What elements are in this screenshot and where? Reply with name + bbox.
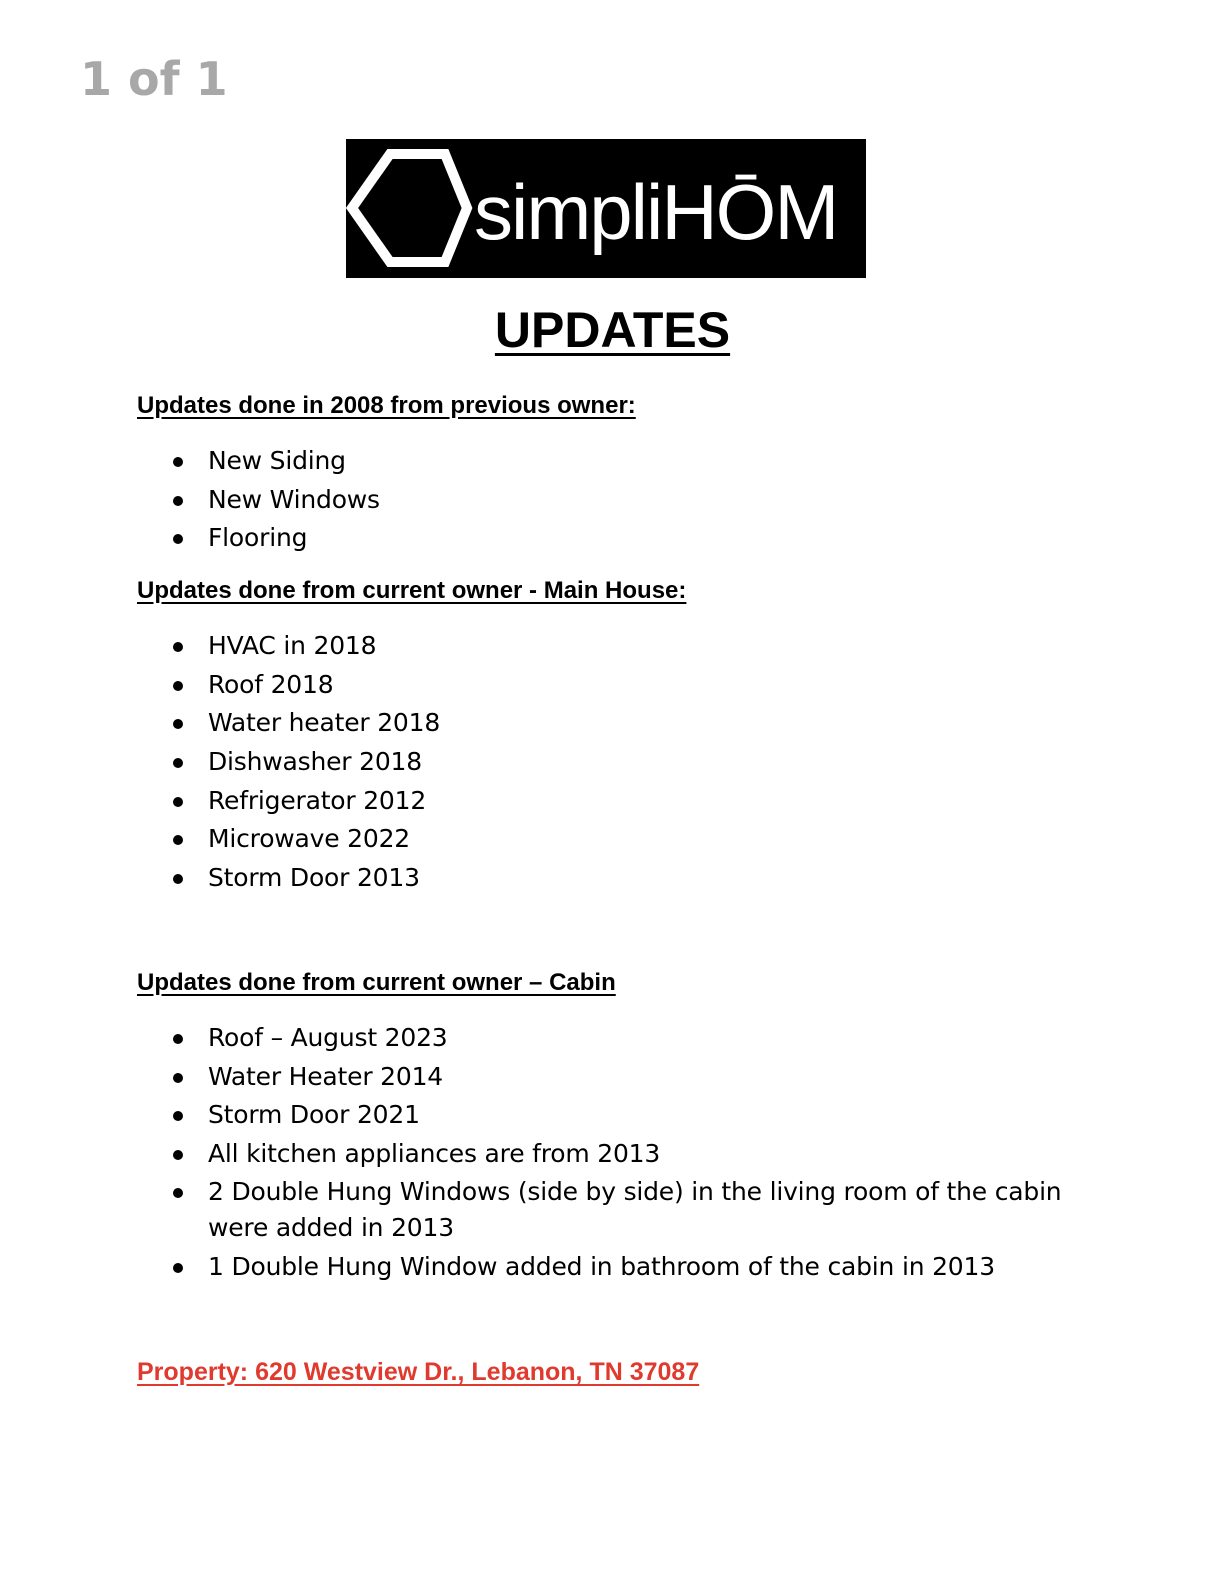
bullet-list	[137, 628, 1097, 896]
section-cabin	[137, 968, 1097, 1287]
list-item: Water Heater 2014	[137, 1059, 1097, 1095]
section-heading: Updates done from current owner – Cabin	[137, 969, 616, 996]
list-item: Water heater 2018	[137, 705, 1097, 741]
list-item: Storm Door 2013	[137, 860, 1097, 896]
section-main-house	[137, 576, 1097, 899]
document-title: UPDATES	[494, 302, 731, 358]
list-item: Dishwasher 2018	[137, 744, 1097, 780]
list-item: HVAC in 2018	[137, 628, 1097, 664]
section-heading: Updates done in 2008 from previous owner:	[137, 392, 636, 419]
list-item: All kitchen appliances are from 2013	[137, 1136, 1097, 1172]
simplihom-logo	[346, 139, 866, 278]
bullet-list	[137, 1020, 1097, 1285]
list-item: Flooring	[137, 520, 1097, 556]
list-item: Storm Door 2021	[137, 1097, 1097, 1133]
section-heading: Updates done from current owner - Main House:	[137, 577, 687, 604]
list-item: Refrigerator 2012	[137, 783, 1097, 819]
list-item: Roof – August 2023	[137, 1020, 1097, 1056]
property-address: Property: 620 Westview Dr., Lebanon, TN 37087	[137, 1358, 700, 1386]
logo-wordmark: simpliHŌM	[474, 168, 838, 256]
list-item: New Siding	[137, 443, 1097, 479]
list-item: Microwave 2022	[137, 821, 1097, 857]
bullet-list	[137, 443, 1097, 556]
list-item: 2 Double Hung Windows (side by side) in the living room of the cabin were added in 2013	[137, 1174, 1097, 1246]
list-item: Roof 2018	[137, 667, 1097, 703]
page-indicator: 1 of 1	[80, 52, 228, 106]
list-item: 1 Double Hung Window added in bathroom of the cabin in 2013	[137, 1249, 1097, 1285]
list-item: New Windows	[137, 482, 1097, 518]
section-previous-owner	[137, 391, 1097, 559]
